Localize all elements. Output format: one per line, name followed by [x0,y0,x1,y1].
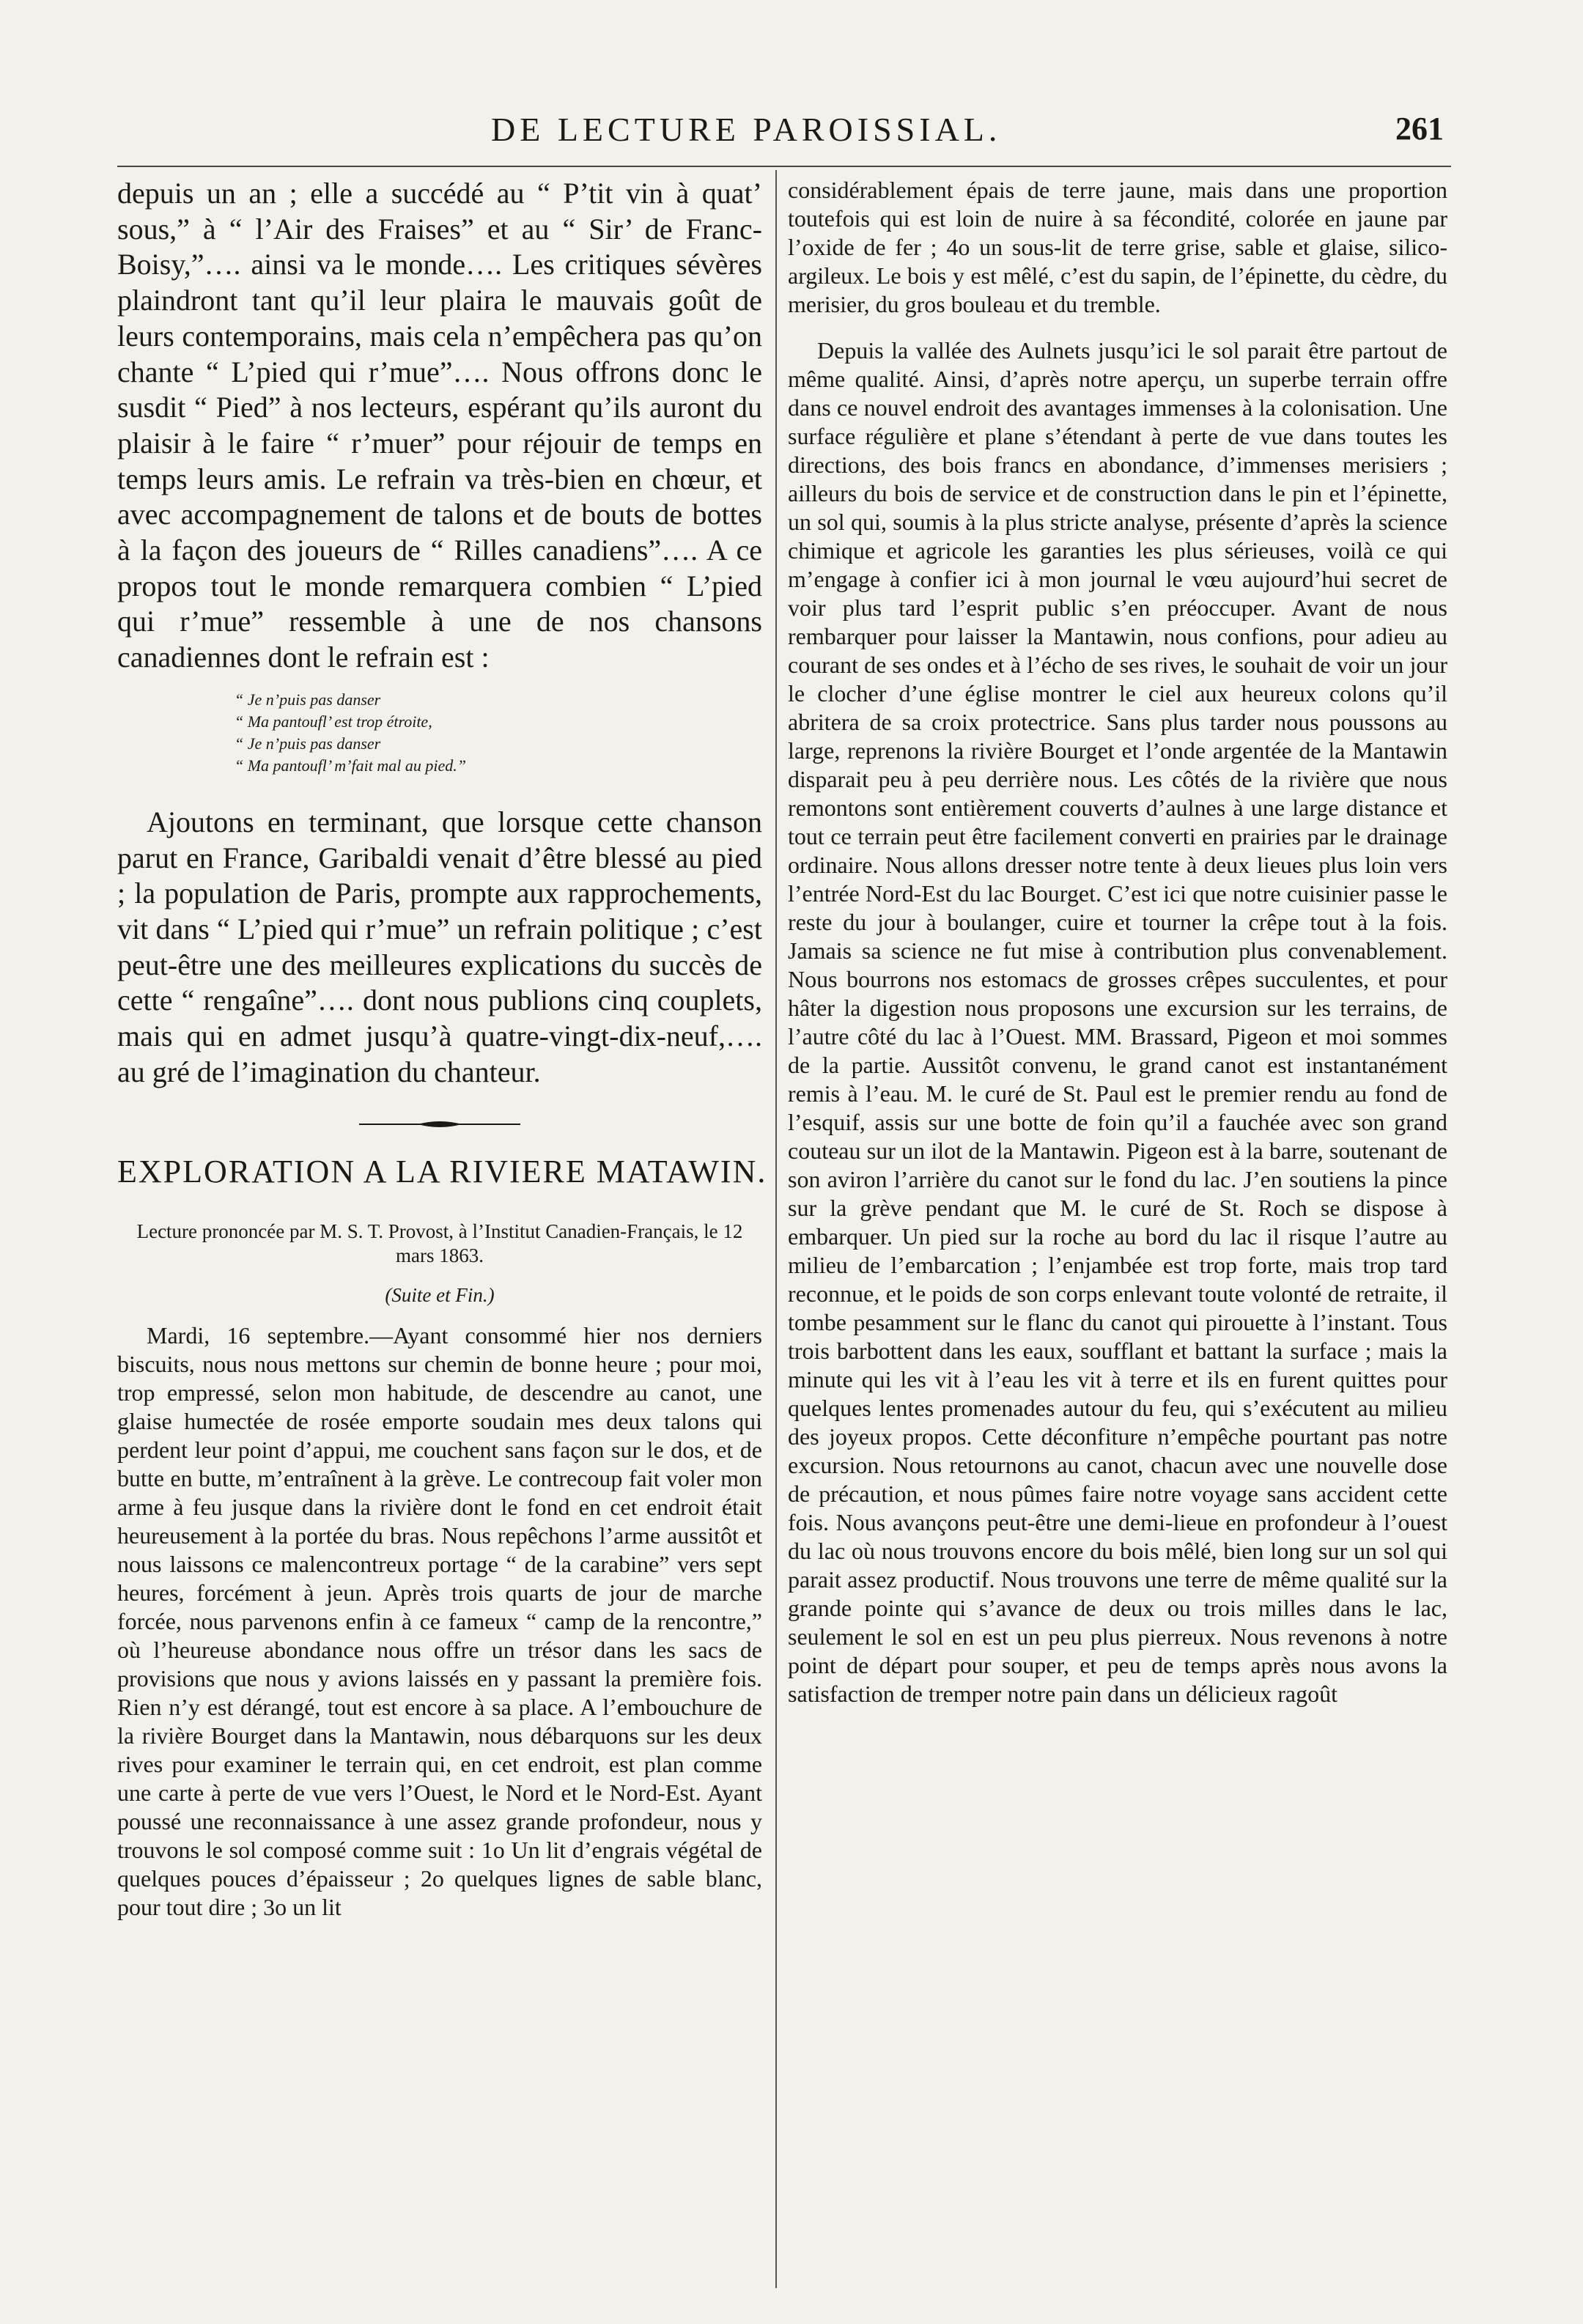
running-title: DE LECTURE PAROISSIAL. [491,111,1002,148]
soil-description-paragraph: considérablement épais de terre jaune, mais dans une proportion toutefois qui est loin de nuire à sa fécondité, colorée en jaune par l’oxide de fer ; 4o un sous-lit de terre grise, sable et glaise, silico-argileux. Le bois y est mêlé, c’est du sapin, de l’épinette, du cèdre, du merisier, du gros bouleau et du tremble. [788,177,1447,317]
article-byline: Lecture prononcée par M. S. T. Provost, à l’Institut Canadien-Français, le 12 mars 1863. [136,1220,743,1267]
page-number: 261 [1395,111,1444,147]
section-ornament-divider [359,1119,520,1129]
header-rule [117,166,1451,167]
song-commentary-paragraph: depuis un an ; elle a succédé au “ P’tit vin à quat’ sous,” à “ l’Air des Fraises” et au “ Sir’ de Franc-Boisy,”…. ainsi va le monde…. Les critiques sévères plaindront tant qu’il leur plaira le mauvais goût de leurs contemporains, mais cela n’empêchera pas qu’on chante “ L’pied qui r’mue”…. Nous offrons donc le susdit “ Pied” à nos lecteurs, espérant qu’ils auront du plaisir à le faire “ r’muer” pour réjouir de temps en temps leurs amis. Le refrain va très-bien en chœur, et avec accompagnement de talons et de bouts de bottes à la façon des joueurs de “ Rilles canadiens”…. A ce propos tout le monde remarquera combien “ L’pied qui r’mue” ressemble à une de nos chansons canadiennes dont le refrain est : [117,177,762,674]
song-conclusion-paragraph: Ajoutons en terminant, que lorsque cette chanson parut en France, Garibaldi venait d’être blessé au pied ; la population de Paris, prompte aux rapprochements, vit dans “ L’pied qui r’mue” un refrain politique ; c’est peut-être une des meilleures explications du succès de cette “ rengaîne”…. dont nous publions cinq couplets, mais qui en admet jusqu’à quatre-vingt-dix-neuf,…. au gré de l’imagination du chanteur. [117,805,762,1088]
verse-line: “ Ma pantoufl’ m’fait mal au pied.” [235,756,466,775]
verse-line: “ Je n’puis pas danser [235,734,381,753]
page-header [117,110,1444,161]
song-refrain [235,689,762,777]
right-column [788,176,1447,1708]
journal-entry-paragraph: Mardi, 16 septembre.—Ayant consommé hier nos derniers biscuits, nous nous mettons sur chemin de bonne heure ; pour moi, trop empressé, selon mon habitude, de descendre au canot, une glaise humectée de rosée emporte soudain mes deux talons qui perdent leur point d’appui, me couchent sans façon sur le dos, et de butte en butte, m’entraînent à la grève. Le contrecoup fait voler mon arme à feu jusque dans la rivière dont le fond en cet endroit était heureusement à la portée du bras. Nous repêchons l’arme aussitôt et nous laissons ce malencontreux portage “ de la carabine” vers sept heures, forcément à jeun. Après trois quarts de jour de marche forcée, nous parvenons enfin à ce fameux “ camp de la rencontre,” où l’heureuse abondance nous offre un trésor dans les sacs de provisions que nous y avions laissés en y passant la première fois. Rien n’y est dérangé, tout est encore à sa place. A l’embouchure de la rivière Bourget dans la Mantawin, nous débarquons sur les deux rives pour examiner le terrain qui, en cet endroit, est plan comme une carte à perte de vue vers l’Ouest, le Nord et le Nord-Est. Ayant poussé une reconnaissance à une assez grande profondeur, nous y trouvons le sol composé comme suit : 1o Un lit d’engrais végétal de quelques pouces d’épaisseur ; 2o quelques lignes de sable blanc, pour tout dire ; 3o un lit [117,1322,762,1921]
left-column [117,176,767,1922]
article-title: EXPLORATION A LA RIVIERE MATAWIN. [117,1154,767,1190]
colonisation-narrative-paragraph: Depuis la vallée des Aulnets jusqu’ici le sol parait être partout de même qualité. Ainsi, d’après notre aperçu, un superbe terrain offre dans ce nouvel endroit des avantages immenses à la colonisation. Une surface régulière et plane s’étendant à perte de vue dans toutes les directions, des bois francs en abondance, d’immenses merisiers ; ailleurs du bois de service et de construction dans le pin et l’épinette, un sol qui, soumis à la plus stricte analyse, présente d’après la science chimique et agricole les garanties les plus sérieuses, voilà ce qui m’engage à confier ici à mon journal le vœu aujourd’hui secret de voir plus tard l’esprit public s’en préoccuper. Avant de nous rembarquer pour laisser la Mantawin, nous confions, pour adieu au courant de ses ondes et à l’écho de ses rives, le souhait de voir un jour le clocher d’une église montrer le ciel aux heureux colons qu’il abritera de sa croix protectrice. Sans plus tarder nous poussons au large, reprenons la rivière Bourget et l’onde argentée de la Mantawin disparait peu à peu derrière nous. Les côtés de la rivière que nous remontons sont entièrement couverts d’aulnes à une large distance et tout ce terrain peut être facilement converti en prairies par le drainage ordinaire. Nous allons dresser notre tente à deux lieues plus loin vers l’entrée Nord-Est du lac Bourget. C’est ici que notre cuisinier passe le reste du jour à boulanger, cuire et tourner la crêpe tout à la fois. Jamais sa science ne fut mise à contribution plus convenablement. Nous bourrons nos estomacs de grosses crêpes succulentes, et pour hâter la digestion nous proposons une excursion sur les terrains, de l’autre côté du lac à l’Ouest. MM. Brassard, Pigeon et moi sommes de la partie. Aussitôt convenu, le grand canot est instantanément remis à l’eau. M. le curé de St. Paul est le premier rendu au fond de l’esquif, assis sur une botte de foin qu’il a fauchée avec son grand couteau sur un ilot de la Mantawin. Pigeon est à la barre, soutenant de son aviron l’arrière du canot sur le fond du lac. J’en soutiens la pince sur la grève pendant que M. le curé de St. Roch se dispose à embarquer. Un pied sur la roche au bord du lac il risque l’autre au milieu de l’embarcation ; l’enjambée est trop forte, mais trop tard reconnue, et le poids de son corps enlevant toute volonté de retraite, il tombe pesamment sur le flanc du canot qui pirouette à l’instant. Tous trois barbottent dans les eaux, soufflant et battant la surface ; mais la minute qui les vit à l’eau les vit à terre et ils en furent quittes pour quelques lentes promenades autour du feu, qui s’exécutent au milieu des joyeux propos. Cette déconfiture n’empêche pourtant pas notre excursion. Nous retournons au canot, chacun avec une nouvelle dose de précaution, et nous pûmes faire notre voyage sans accident cette fois. Nous avançons peut-être une demi-lieue en profondeur à l’ouest du lac où nous trouvons encore du bois mêlé, bien long sur un sol qui parait assez productif. Nous trouvons une terre de même qualité sur la grande pointe qui s’avance de deux ou trois milles dans le lac, seulement le sol en est un peu plus pierreux. Nous revenons à notre point de départ pour souper, et peu de temps après nous avons la satisfaction de tremper notre pain dans un délicieux ragoût [788,337,1447,1707]
verse-line: “ Je n’puis pas danser [235,690,381,709]
continuation-note: (Suite et Fin.) [385,1284,495,1307]
verse-line: “ Ma pantoufl’ est trop étroite, [235,712,432,731]
column-divider [775,170,777,2288]
